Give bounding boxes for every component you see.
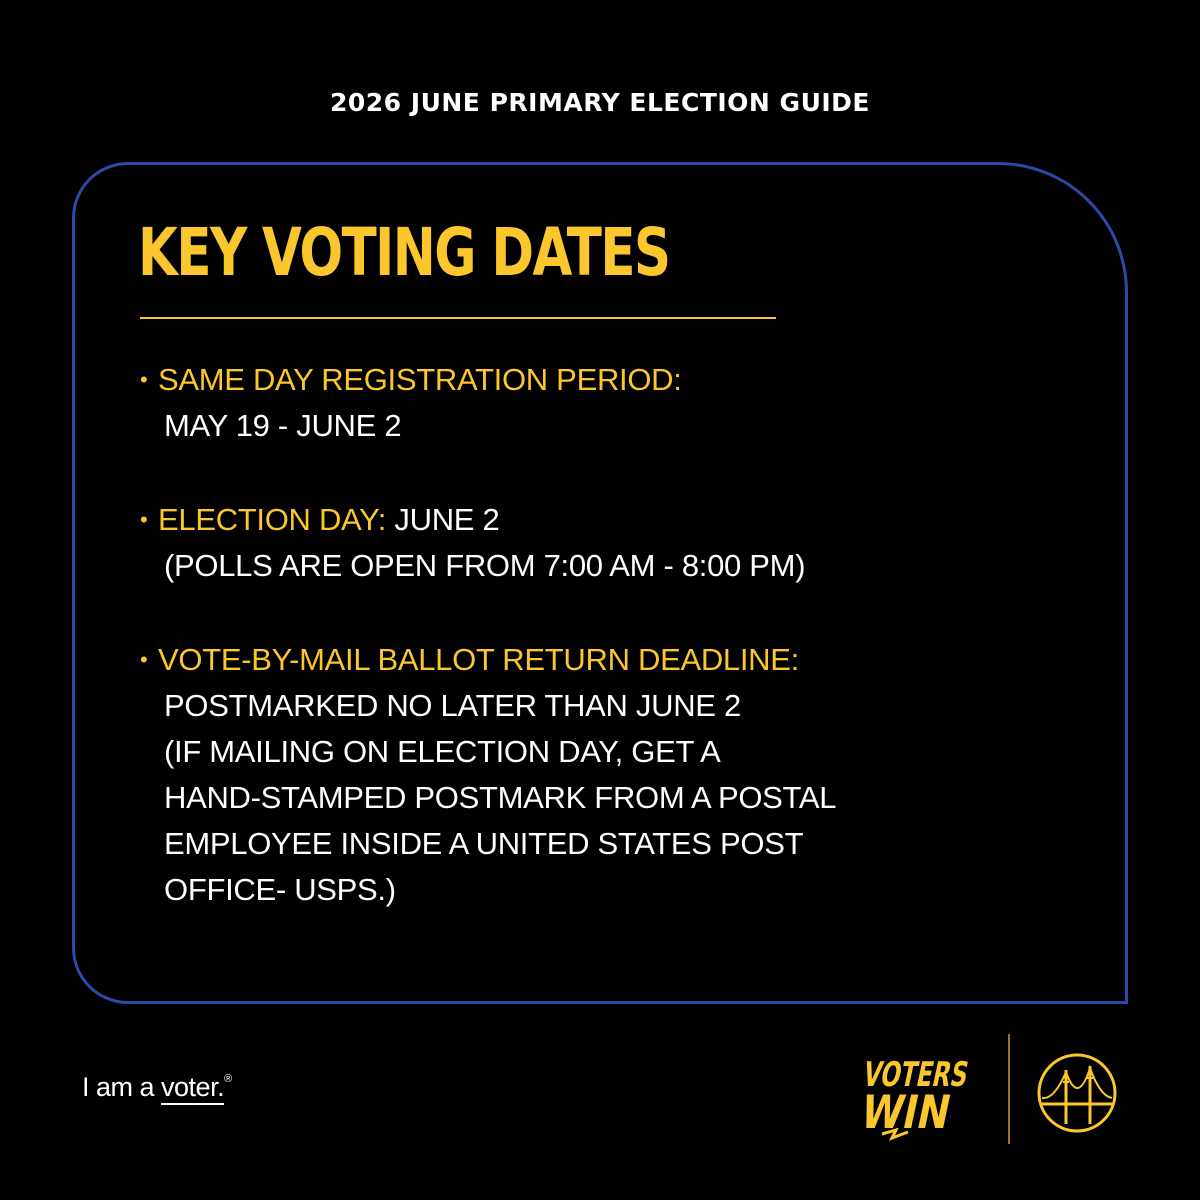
date-item-line: POSTMARKED NO LATER THAN JUNE 2: [164, 688, 741, 723]
date-item-mail-deadline: [140, 637, 1040, 913]
date-item-label: ELECTION DAY:: [158, 502, 387, 537]
tagline-prefix: I am a: [82, 1072, 162, 1102]
date-item-line: (POLLS ARE OPEN FROM 7:00 AM - 8:00 PM): [164, 548, 806, 583]
bullet-icon: •: [140, 507, 148, 532]
voters-win-logo: [852, 1046, 1020, 1142]
i-am-a-voter-tagline: [82, 1072, 232, 1103]
golden-gate-bridge-logo: [1036, 1052, 1118, 1134]
date-item-line: HAND-STAMPED POSTMARK FROM A POSTAL: [164, 780, 837, 815]
card-title: KEY VOTING DATES: [138, 214, 670, 291]
guide-title: 2026 JUNE PRIMARY ELECTION GUIDE: [330, 88, 870, 117]
registered-mark: ®: [224, 1073, 232, 1085]
logo-divider: [1008, 1034, 1010, 1144]
date-item-line: MAY 19 - JUNE 2: [164, 408, 402, 443]
date-item-inline-value: JUNE 2: [386, 502, 500, 537]
tagline-emphasis: voter.: [161, 1072, 224, 1105]
title-divider: [140, 317, 776, 319]
date-item-label: VOTE-BY-MAIL BALLOT RETURN DEADLINE:: [158, 642, 799, 677]
bullet-icon: •: [140, 367, 148, 392]
date-item-line: OFFICE- USPS.): [164, 872, 396, 907]
date-item-registration: [140, 357, 1040, 449]
date-item-line: EMPLOYEE INSIDE A UNITED STATES POST: [164, 826, 804, 861]
voters-win-logo-line1: VOTERS: [859, 1055, 1020, 1095]
date-item-election-day: [140, 497, 1040, 589]
bullet-icon: •: [140, 647, 148, 672]
voters-win-logo-line2: WIN: [856, 1085, 974, 1139]
date-item-line: (IF MAILING ON ELECTION DAY, GET A: [164, 734, 721, 769]
date-item-label: SAME DAY REGISTRATION PERIOD:: [158, 362, 682, 397]
